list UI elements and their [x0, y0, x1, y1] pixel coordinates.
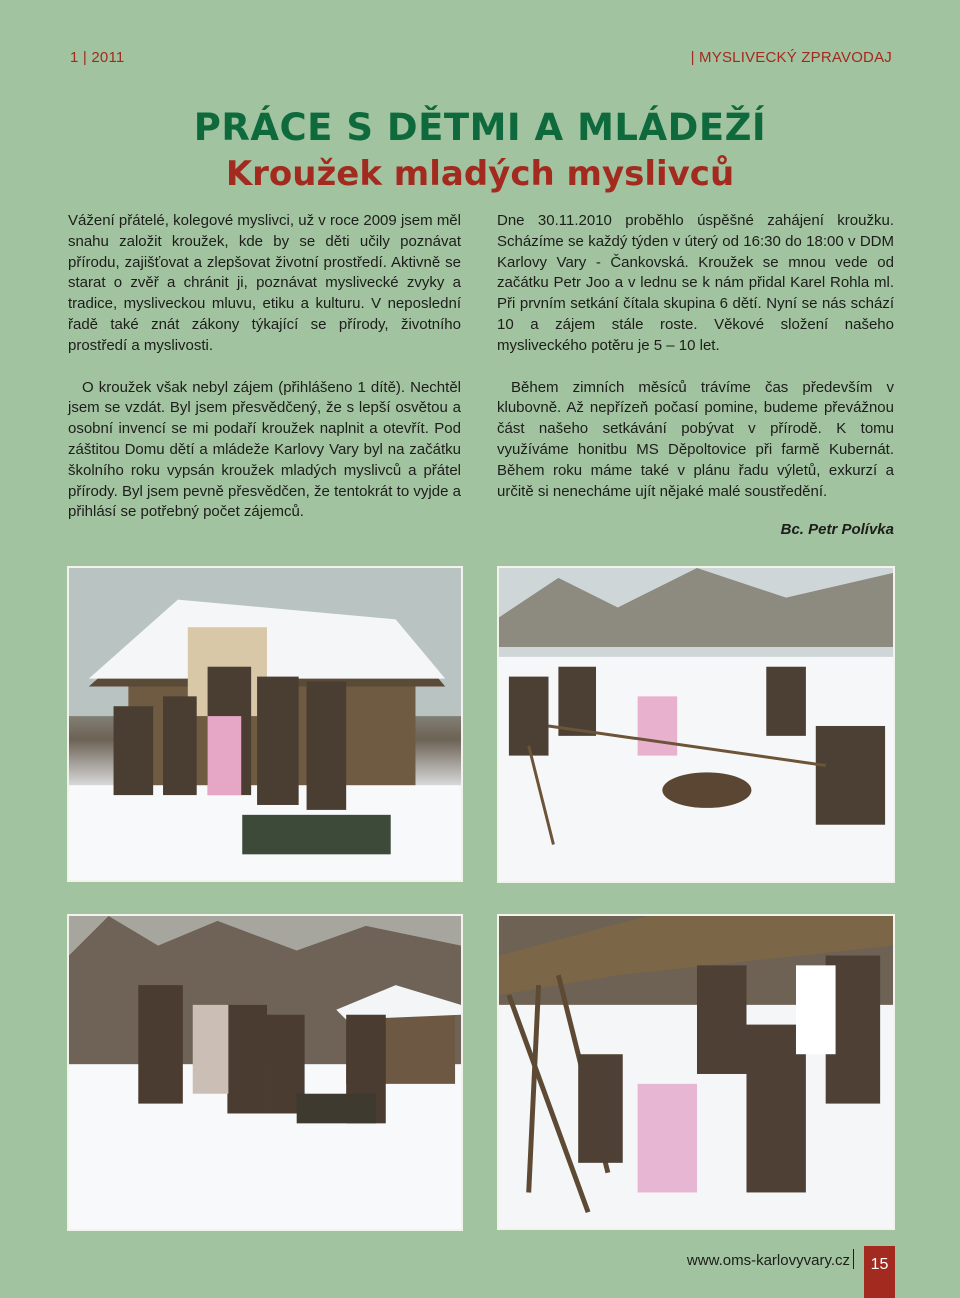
paragraph-winter: Během zimních měsíců trávíme čas především v klubovně. Až nepřízeň počasí pomine, budeme převážnou část našeho setkávání pobývat v přírodě. K tomu využíváme honitbu MS Děpoltovice při farmě Kubernát. Během roku máme také v plánu řadu výletů, exkurzí a určitě si nenecháme ujít nějaké malé soustředění.: [497, 378, 894, 500]
article-left-column: [68, 211, 461, 523]
header-magazine-name: | MYSLIVECKÝ ZPRAVODAJ: [690, 49, 892, 66]
author-signature: Bc. Petr Polívka: [780, 521, 894, 539]
page-number: 15: [864, 1246, 895, 1298]
header-issue: 1 | 2011: [70, 49, 125, 66]
paragraph-interest: O kroužek však nebyl zájem (přihlášeno 1 dítě). Nechtěl jsem se vzdát. Byl jsem přesvědčený, že s lepší osvětou a osobní invencí se mi podaří kroužek naplnit a otevřít. Pod záštitou Domu dětí a mládeže Karlovy Vary byl na začátku školního roku vypsán kroužek mladých myslivců a přátel přírody. Byl jsem pevně přesvědčen, že tentokrát to vyjde a přihlásí se potřebný počet zájemců.: [68, 378, 461, 521]
article-subtitle: Kroužek mladých myslivců: [225, 154, 735, 194]
photo-children-at-hut: [497, 914, 895, 1230]
footer-divider: [853, 1249, 854, 1269]
paragraph-start: Dne 30.11.2010 proběhlo úspěšné zahájení kroužku. Scházíme se každý týden v úterý od 16:30 do 18:00 v DDM Karlovy Vary - Čankovská. Kroužek se mnou vede od začátku Petr Joo a v lednu se k nám přidal Karel Rohla ml. Při prvním setkání čítala skupina 6 dětí. Nyní se nás schází 10 a zájem stále roste. Věkové složení našeho mysliveckého potěru je 5 – 10 let.: [497, 212, 894, 354]
photo-children-with-sled: [67, 914, 463, 1231]
photo-group-at-shelter: [67, 566, 463, 882]
photo-campfire-in-snow: [497, 566, 895, 883]
paragraph-intro: Vážení přátelé, kolegové myslivci, už v roce 2009 jsem měl snahu založit kroužek, kde by se děti učily poznávat přírodu, zajišťovat a zlepšovat životní prostředí. Aktivně se starat o zvěř a chránit ji, poznávat myslivecké zvyky a tradice, mysliveckou mluvu, etiku a kulturu. V neposlední řadě také znát zákony týkající se přírody, životního prostředí a myslivosti.: [68, 212, 461, 354]
article-title: PRÁCE S DĚTMI A MLÁDEŽÍ: [193, 106, 767, 149]
footer-website: www.oms-karlovyvary.cz: [686, 1252, 850, 1269]
article-right-column: [497, 211, 894, 541]
